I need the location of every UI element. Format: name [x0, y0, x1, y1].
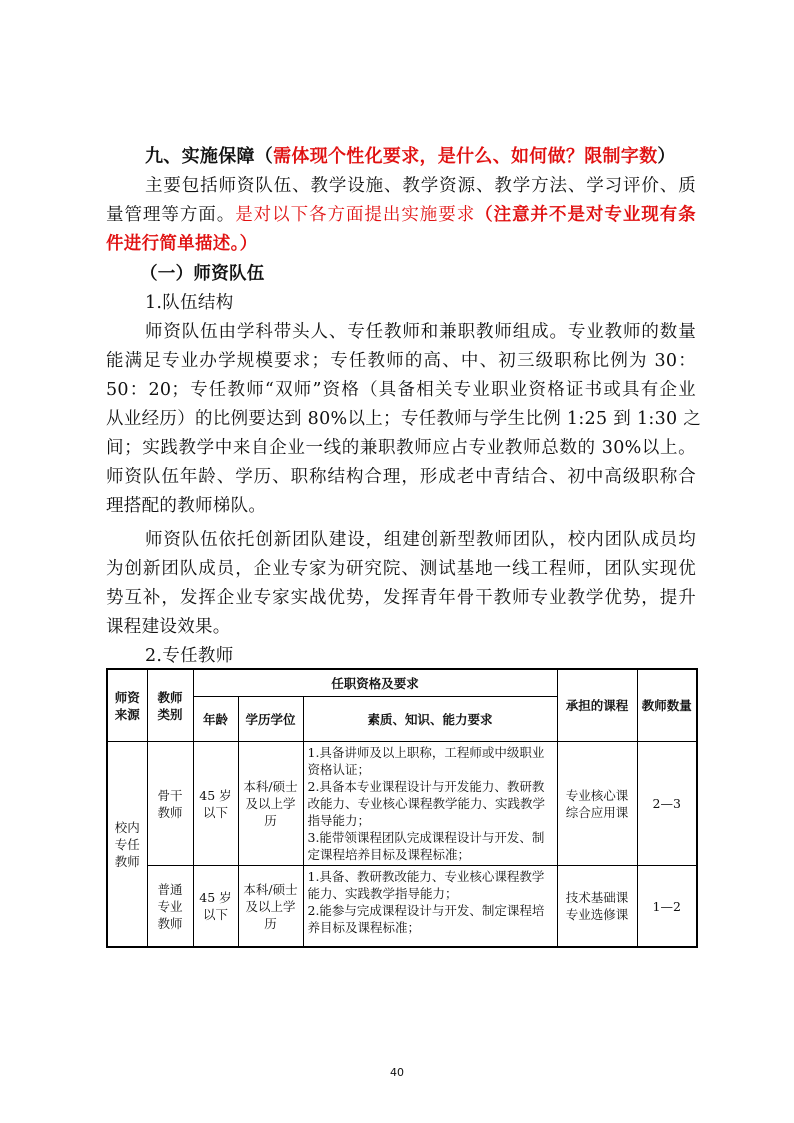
table-row — [107, 742, 697, 866]
intro-red-bold-text: （注意并不是对专业现有条 — [475, 205, 696, 225]
subsection-2-title: 2.专任教师 — [145, 646, 234, 666]
intro-line-1: 主要包括师资队伍、教学设施、教学资源、教学方法、学习评价、质 — [145, 176, 696, 196]
section-heading — [145, 144, 705, 169]
para2-line: 课程建设效果。 — [106, 617, 231, 637]
section-1-title: （一）师资队伍 — [140, 264, 265, 284]
para1-line: 50：20；专任教师“双师”资格（具备相关专业职业资格证书或具有企业 — [106, 380, 696, 400]
para1-line: 理搭配的教师梯队。 — [106, 496, 267, 516]
header-skill: 素质、知识、能力要求 — [303, 697, 557, 742]
course-item: 专业选修课 — [565, 907, 629, 922]
subsection-1-title: 1.队伍结构 — [145, 293, 234, 313]
cell-count: 2—3 — [637, 742, 697, 866]
para2-line: 师资队伍依托创新团队建设，组建创新型教师团队，校内团队成员均 — [145, 530, 696, 550]
cell-type: 骨干教师 — [147, 742, 193, 866]
teacher-table — [106, 668, 698, 948]
cell-count: 1—2 — [637, 866, 697, 948]
header-requirements: 任职资格及要求 — [193, 669, 557, 697]
intro-red-text: 是对以下各方面提出实施要求 — [235, 205, 476, 225]
intro-line-3: 件进行简单描述。） — [106, 234, 258, 254]
cell-skill — [303, 866, 557, 948]
cell-age: 45 岁以下 — [193, 866, 238, 948]
cell-course — [557, 742, 637, 866]
page-number: 40 — [390, 1066, 404, 1079]
intro-line-2 — [106, 203, 696, 228]
header-age: 年龄 — [193, 697, 238, 742]
header-course: 承担的课程 — [557, 669, 637, 742]
cell-age: 45 岁以下 — [193, 742, 238, 866]
para1-line: 间；实践教学中来自企业一线的兼职教师应占专业教师总数的 30%以上。 — [106, 438, 696, 458]
requirement-item: 3.能带领课程团队完成课程设计与开发、制定课程培养目标及课程标准； — [307, 830, 545, 862]
para2-line: 为创新团队成员，企业专家为研究院、测试基地一线工程师，团队实现优 — [106, 559, 696, 579]
cell-source: 校内专任教师 — [107, 742, 147, 948]
header-type: 教师类别 — [147, 669, 193, 742]
course-item: 技术基础课 — [565, 890, 629, 905]
para2-line: 势互补，发挥企业专家实战优势，发挥青年骨干教师专业教学优势，提升 — [106, 588, 696, 608]
cell-type: 普通专业教师 — [147, 866, 193, 948]
cell-education: 本科/硕士及以上学历 — [238, 866, 303, 948]
requirement-item: 2.具备本专业课程设计与开发能力、教研教改能力、专业核心课程教学能力、实践教学指导能力； — [307, 779, 546, 828]
cell-education: 本科/硕士及以上学历 — [238, 742, 303, 866]
course-item: 综合应用课 — [565, 804, 629, 820]
table-row — [107, 866, 697, 948]
para1-line: 从业经历）的比例要达到 80%以上；专任教师与学生比例 1:25 到 1:30 之 — [106, 409, 702, 429]
table-header-row — [107, 669, 697, 697]
cell-course — [557, 866, 637, 948]
intro-text: 量管理等方面。 — [106, 205, 236, 225]
header-source: 师资来源 — [107, 669, 147, 742]
heading-title: 九、实施保障（ — [145, 146, 274, 167]
para1-line: 师资队伍年龄、学历、职称结构合理，形成老中青结合、初中高级职称合 — [106, 467, 696, 487]
requirement-item: 1.具备讲师及以上职称，工程师或中级职业资格认证； — [307, 745, 545, 777]
heading-suffix: ） — [657, 146, 676, 167]
cell-skill — [303, 742, 557, 866]
header-education: 学历学位 — [238, 697, 303, 742]
heading-note: 需体现个性化要求，是什么、如何做？限制字数 — [273, 146, 658, 167]
para1-line: 师资队伍由学科带头人、专任教师和兼职教师组成。专业教师的数量 — [145, 322, 696, 342]
header-count: 教师数量 — [637, 669, 697, 742]
requirement-item: 1.具备、教研教改能力、专业核心课程教学能力、实践教学指导能力； — [307, 869, 545, 901]
course-item: 专业核心课 — [565, 787, 629, 803]
para1-line: 能满足专业办学规模要求；专任教师的高、中、初三级职称比例为 30： — [106, 351, 696, 371]
requirement-item: 2.能参与完成课程设计与开发、制定课程培养目标及课程标准； — [307, 903, 545, 935]
